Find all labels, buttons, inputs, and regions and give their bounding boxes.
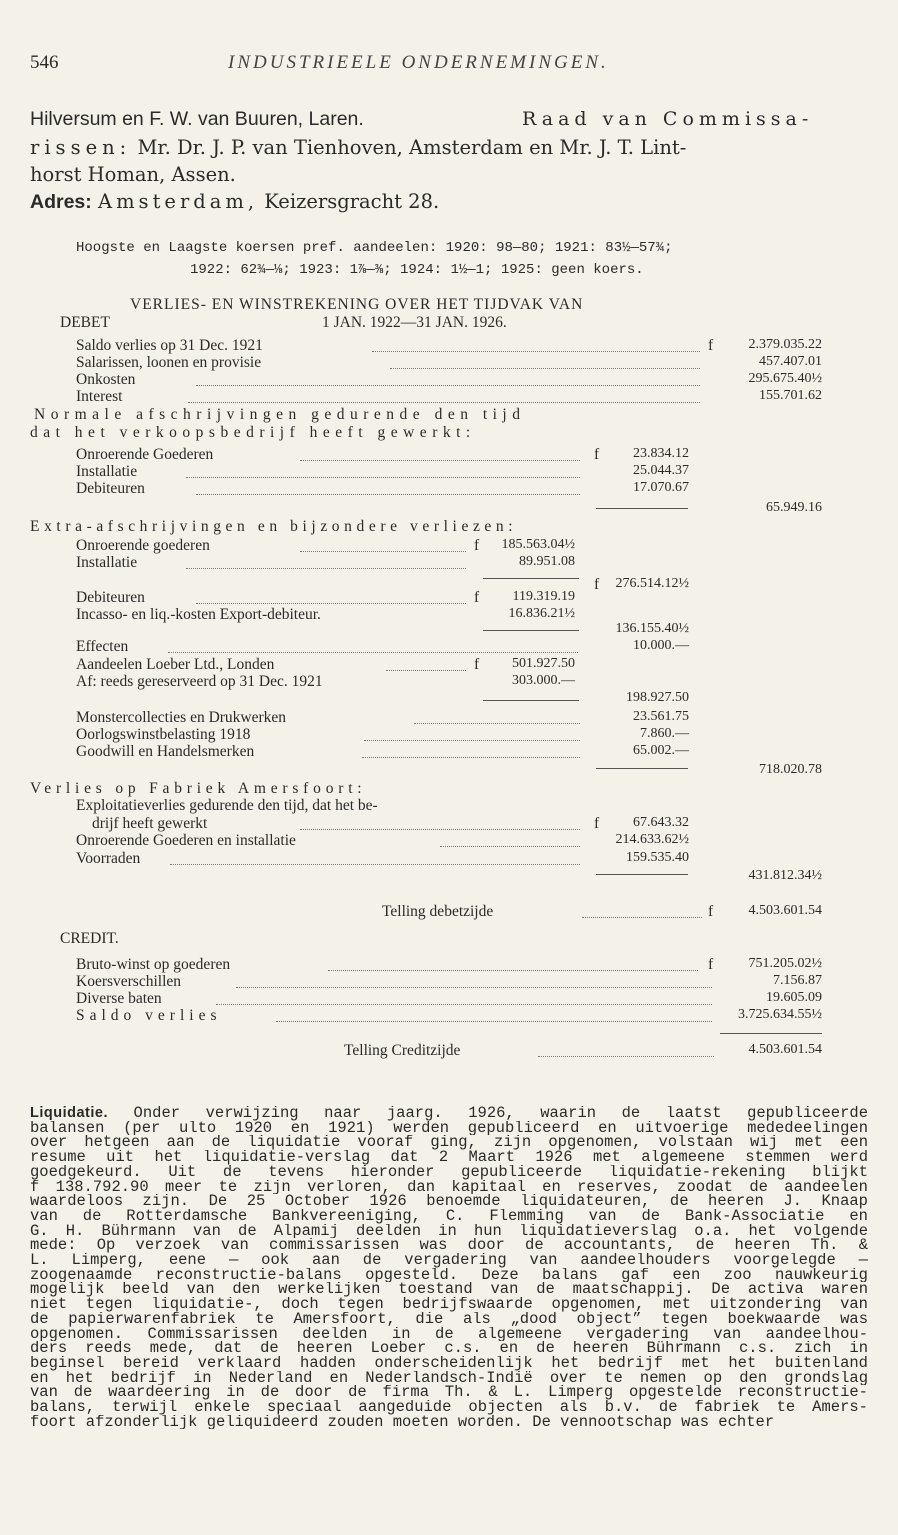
telling-debet-value: 4.503.601.54 xyxy=(748,903,822,918)
intro-line-1a: Hilversum en F. W. van Buuren, Laren. xyxy=(30,108,364,130)
misc-row-value: 65.002.— xyxy=(633,743,689,758)
extra-rule-1 xyxy=(483,578,579,579)
liquidatie-line xyxy=(30,1180,868,1195)
telling-debet-currency: f xyxy=(708,903,714,920)
adres-label: Adres: xyxy=(30,191,92,213)
intro-line-3: horst Homan, Assen. xyxy=(30,163,236,186)
statement-row-label: Saldo verlies op 31 Dec. 1921 xyxy=(76,337,263,354)
statement-row-value: 2.379.035.22 xyxy=(748,337,822,352)
normale-heading-1: Normale afschrijvingen gedurende den tijd xyxy=(34,406,526,423)
statement-period: 1 JAN. 1922—31 JAN. 1926. xyxy=(322,314,507,331)
statement-row-leader xyxy=(390,368,700,369)
statement-row-value: 457.407.01 xyxy=(759,354,822,369)
adres-line xyxy=(30,190,439,214)
liquidatie-line-text: ders reeds mede, dat de heeren Loeber c.s. en de heeren Bührmann c.s. zich in xyxy=(30,1341,868,1356)
normale-row-label: Onroerende Goederen xyxy=(76,446,214,463)
liquidatie-line xyxy=(30,1209,868,1224)
credit-row-value: 751.205.02½ xyxy=(748,956,822,971)
liquidatie-line-text: goedgekeurd. Uit de tevens hieronder gepubliceerde liquidatie-rekening blijkt xyxy=(30,1164,868,1180)
normale-heading-2: dat het verkoopsbedrijf heeft gewerkt: xyxy=(30,424,476,441)
liquidatie-line-text: zoogenaamde reconstructie-balans opgesteld. Deze balans gaf een zoo nauwkeurig xyxy=(30,1267,868,1283)
debet-label: DEBET xyxy=(60,314,110,331)
liquidatie-line-text: mede: Op verzoek van commissarissen was door de accountants, de heeren Th. & xyxy=(30,1238,868,1254)
extra-row-leader xyxy=(186,568,466,569)
misc-row-label: Monstercollecties en Drukwerken xyxy=(76,709,287,726)
misc-row-label: Goodwill en Handelsmerken xyxy=(76,743,255,760)
normale-row-leader xyxy=(196,494,580,495)
liquidatie-line-text: over hetgeen aan de liquidatie vooraf ging, zijn opgenomen, volstaan wij met een xyxy=(30,1135,868,1151)
extra-sub1-value: 276.514.12½ xyxy=(615,576,689,591)
aandeelen-leader xyxy=(386,670,466,671)
aandeelen-sub-value: 198.927.50 xyxy=(626,690,689,705)
verlies-2-value: 214.633.62½ xyxy=(615,832,689,847)
aandeelen-value: 501.927.50 xyxy=(512,656,575,671)
verlies-1-value: 67.643.32 xyxy=(633,815,689,830)
liquidatie-line-text: waardeloos zijn. De 25 October 1926 benoemde liquidateuren, de heeren J. Knaap xyxy=(30,1194,868,1209)
extra-row-value: 89.951.08 xyxy=(519,554,575,569)
verlies-line-3: Voorraden xyxy=(76,850,141,867)
extra-total-rule xyxy=(596,768,688,769)
koersen-line-1: Hoogste en Laagste koersen pref. aandeelen: 1920: 98—80; 1921: 83½—57¾; xyxy=(76,240,673,256)
statement-row-currency: f xyxy=(708,337,714,354)
extra-sub1-currency: f xyxy=(594,576,600,593)
koersen-line-2: 1922: 62¾—⅛; 1923: 1⅞—⅜; 1924: 1½—1; 1925: geen koers. xyxy=(190,262,644,278)
statement-row-leader xyxy=(196,385,700,386)
liquidatie-line xyxy=(30,1312,868,1327)
adres-city: Amsterdam, xyxy=(97,190,259,213)
liquidatie-line-text: f 138.792.90 meer te zijn verloren, dan kapitaal en reserves, zoodat de aandeelen xyxy=(30,1179,868,1195)
telling-credit-label: Telling Creditzijde xyxy=(344,1042,461,1059)
liquidatie-line xyxy=(30,1165,868,1180)
effecten-label: Effecten xyxy=(76,638,129,655)
debit-row-value: 16.836.21½ xyxy=(508,606,575,621)
debit-row-label: Debiteuren xyxy=(76,589,145,606)
extra-row-leader xyxy=(300,551,466,552)
misc-row-leader xyxy=(364,740,580,741)
credit-row-currency: f xyxy=(708,956,714,973)
normale-row-label: Installatie xyxy=(76,463,138,480)
liquidatie-line-text: en het bedrijf in Nederland en Nederlandsch-Indië over te nemen op den grondslag xyxy=(30,1370,868,1386)
normale-row-label: Debiteuren xyxy=(76,480,145,497)
verlies-total-rule xyxy=(596,874,688,875)
telling-debet-leader xyxy=(582,917,702,918)
verlies-line-1b: drijf heeft gewerkt xyxy=(92,815,208,832)
telling-debet-label: Telling debetzijde xyxy=(382,903,494,920)
debit-row-label: Incasso- en liq.-kosten Export-debiteur. xyxy=(76,606,321,623)
liquidatie-line-text: balans, terwijl enkele speciaal aangeduide objecten als b.v. de fabriek te Amers- xyxy=(30,1400,868,1415)
verlies-heading: Verlies op Fabriek Amersfoort: xyxy=(30,780,367,797)
extra-total: 718.020.78 xyxy=(759,762,822,777)
liquidatie-line xyxy=(30,1135,868,1150)
extra-row-label: Installatie xyxy=(76,554,138,571)
verlies-total: 431.812.34½ xyxy=(748,868,822,883)
liquidatie-line xyxy=(30,1150,868,1165)
normale-row-leader xyxy=(300,460,580,461)
liquidatie-line-text: L. Limperg, eene — ook aan de vergadering van aandeelhouders voorgelegde — xyxy=(30,1253,868,1268)
liquidatie-line xyxy=(30,1238,868,1253)
effecten-value: 10.000.— xyxy=(633,638,689,653)
extra-row-currency: f xyxy=(474,537,480,554)
verlies-1-leader xyxy=(300,829,580,830)
debit-row-value: 119.319.19 xyxy=(512,589,575,604)
intro-line-2b: Mr. Dr. J. P. van Tienhoven, Amsterdam en Mr. J. T. Lint- xyxy=(137,136,687,159)
liquidatie-line xyxy=(30,1371,868,1386)
effecten-leader xyxy=(168,652,578,653)
credit-row-label: Koersverschillen xyxy=(76,973,182,990)
normale-row-value: 25.044.37 xyxy=(633,463,689,478)
credit-row-leader xyxy=(236,987,712,988)
extra-row-label: Onroerende goederen xyxy=(76,537,210,554)
liquidatie-line xyxy=(30,1327,868,1342)
intro-line-2a: rissen: xyxy=(30,136,132,159)
normale-row-value: 17.070.67 xyxy=(633,480,689,495)
credit-row-label: Bruto-winst op goederen xyxy=(76,956,231,973)
liquidatie-line-text: Onder verwijzing naar jaarg. 1926, waarin de laatst gepubliceerde xyxy=(133,1106,868,1121)
credit-row-leader xyxy=(276,1021,712,1022)
aandeelen-label: Aandeelen Loeber Ltd., Londen xyxy=(76,656,275,673)
liquidatie-line-text: opgenomen. Commissarissen deelden in de algemeene vergadering van aandeelhou- xyxy=(30,1326,868,1342)
statement-row-label: Interest xyxy=(76,388,123,405)
liquidatie-line xyxy=(30,1297,868,1312)
liquidatie-line xyxy=(30,1400,868,1415)
telling-credit-leader xyxy=(538,1056,714,1057)
liquidatie-line-text: van de Rotterdamsche Bankvereeniging, C. Flemming van de Bank-Associatie en xyxy=(30,1208,868,1224)
debit-row-currency: f xyxy=(474,589,480,606)
liquidatie-line-text: de papierwarenfabriek te Amersfoort, die als „dood object” tegen boekwaarde was xyxy=(30,1311,868,1327)
normale-total: 65.949.16 xyxy=(766,500,822,515)
credit-row-leader xyxy=(216,1004,712,1005)
statement-row-label: Salarissen, loonen en provisie xyxy=(76,354,262,371)
intro-line-1 xyxy=(30,108,364,131)
liquidatie-line xyxy=(30,1385,868,1400)
liquidatie-line-text: beginsel bereid verklaard hadden onderscheidenlijk het bedrijf met het buitenland xyxy=(30,1355,868,1371)
misc-row-value: 23.561.75 xyxy=(633,709,689,724)
running-title: INDUSTRIEELE ONDERNEMINGEN. xyxy=(228,52,609,73)
verlies-2-leader xyxy=(440,846,580,847)
liquidatie-paragraph xyxy=(30,1106,868,1429)
debit-rule xyxy=(483,630,579,631)
liquidatie-line xyxy=(30,1282,868,1297)
aandeelen-rule xyxy=(483,700,579,701)
verlies-3-leader xyxy=(170,864,580,865)
statement-row-leader xyxy=(372,351,700,352)
liquidatie-line xyxy=(30,1121,868,1136)
debit-row-leader xyxy=(196,603,466,604)
liquidatie-line-text: mogelijk beeld van den werkelijken toestand van de maatschappij. De activa waren xyxy=(30,1282,868,1298)
credit-row-value: 7.156.87 xyxy=(773,973,822,988)
af-label: Af: reeds gereserveerd op 31 Dec. 1921 xyxy=(76,673,323,690)
liquidatie-line xyxy=(30,1356,868,1371)
misc-row-leader xyxy=(362,757,580,758)
liquidatie-line xyxy=(30,1253,868,1268)
adres-street: Keizersgracht 28. xyxy=(264,190,440,213)
verlies-3-value: 159.535.40 xyxy=(626,850,689,865)
normale-row-leader xyxy=(186,477,580,478)
liquidatie-line xyxy=(30,1106,868,1121)
statement-title: VERLIES- EN WINSTREKENING OVER HET TIJDVAK VAN xyxy=(130,296,584,313)
liquidatie-line xyxy=(30,1268,868,1283)
verlies-line-1a: Exploitatieverlies gedurende den tijd, dat het be- xyxy=(76,797,378,814)
liquidatie-line xyxy=(30,1194,868,1209)
liquidatie-line-text: resume uit het liquidatie-verslag dat 2 Maart 1926 met algemeene stemmen werd xyxy=(30,1150,868,1165)
liquidatie-line-text: G. H. Bührmann van de Alpamij deelden in hun liquidatieverslag o.a. het volgende xyxy=(30,1223,868,1239)
intro-line-2 xyxy=(30,136,686,159)
credit-rule xyxy=(720,1033,822,1034)
liquidatie-line-text: foort afzonderlijk geliquideerd zouden moeten worden. De vennootschap was echter xyxy=(30,1414,775,1430)
liquidatie-line xyxy=(30,1224,868,1239)
credit-label: CREDIT. xyxy=(60,930,119,947)
credit-row-label: Diverse baten xyxy=(76,990,162,1007)
statement-row-value: 155.701.62 xyxy=(759,388,822,403)
normale-row-value: 23.834.12 xyxy=(633,446,689,461)
statement-row-leader xyxy=(188,402,700,403)
liquidatie-line-text: balansen (per ulto 1920 en 1921) werden gepubliceerd en uitvoerige mededeelingen xyxy=(30,1120,868,1136)
statement-row-value: 295.675.40½ xyxy=(748,371,822,386)
liquidatie-line xyxy=(30,1415,868,1430)
aandeelen-currency: f xyxy=(474,656,480,673)
credit-row-value: 3.725.634.55½ xyxy=(738,1007,822,1022)
misc-row-label: Oorlogswinstbelasting 1918 xyxy=(76,726,251,743)
liquidatie-label: Liquidatie. xyxy=(30,1106,108,1121)
extra-row-value: 185.563.04½ xyxy=(501,537,575,552)
statement-row-label: Onkosten xyxy=(76,371,136,388)
af-value: 303.000.— xyxy=(512,673,575,688)
credit-row-label: Saldo verlies xyxy=(76,1007,222,1024)
liquidatie-line-text: niet tegen liquidatie-, doch tegen bedrijfswaarde opgenomen, met uitzondering van xyxy=(30,1297,868,1312)
credit-row-leader xyxy=(328,970,698,971)
misc-row-leader xyxy=(414,723,580,724)
extra-heading: Extra-afschrijvingen en bijzondere verliezen: xyxy=(30,518,518,535)
credit-row-value: 19.605.09 xyxy=(766,990,822,1005)
debit-sub-value: 136.155.40½ xyxy=(615,621,689,636)
normale-rule xyxy=(596,508,688,509)
intro-line-1b: Raad van Commissa- xyxy=(522,108,814,130)
liquidatie-line-text: van de waardeering in de door de firma Th. & L. Limperg opgestelde reconstructie- xyxy=(30,1385,868,1401)
verlies-line-2: Onroerende Goederen en installatie xyxy=(76,832,296,849)
verlies-1-currency: f xyxy=(594,815,600,832)
telling-credit-value: 4.503.601.54 xyxy=(748,1042,822,1057)
misc-row-value: 7.860.— xyxy=(640,726,689,741)
liquidatie-line xyxy=(30,1341,868,1356)
page-number: 546 xyxy=(30,52,59,73)
normale-row-currency: f xyxy=(594,446,600,463)
